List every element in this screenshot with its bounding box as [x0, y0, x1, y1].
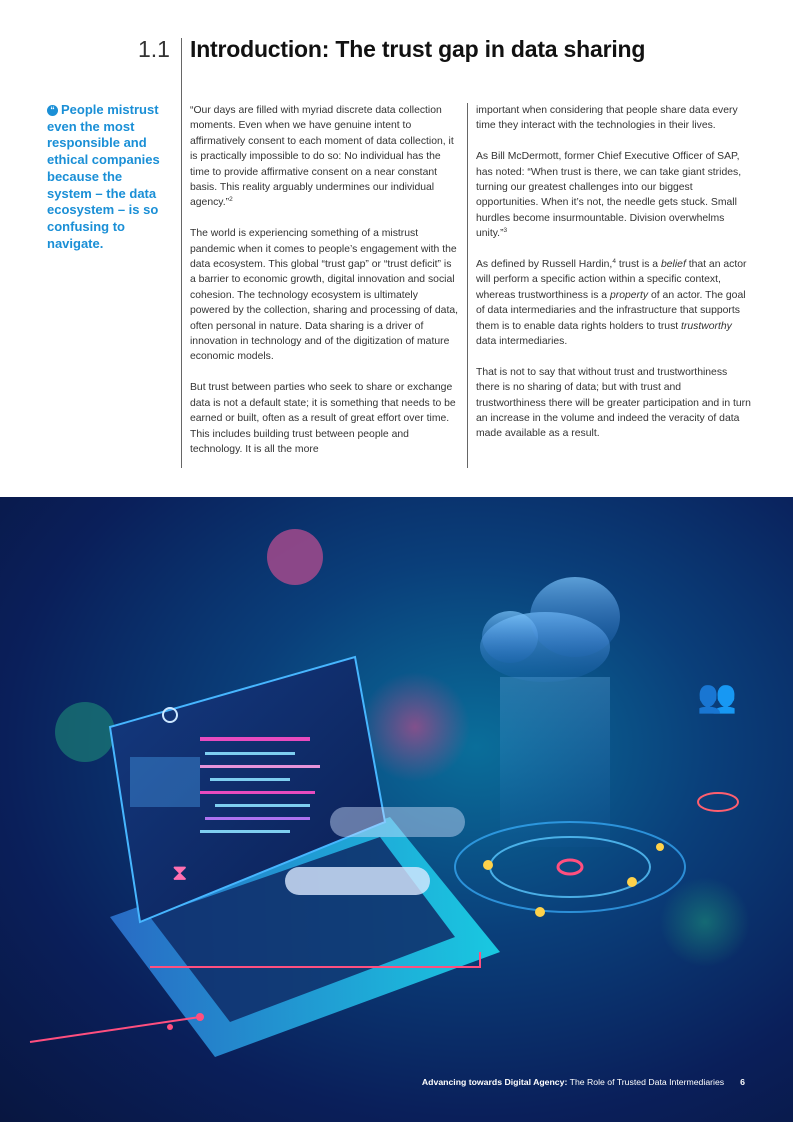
paragraph [190, 380, 458, 457]
decor-blob [267, 529, 323, 585]
decor-blob [660, 877, 750, 967]
glow-dot [167, 1024, 173, 1030]
paragraph-text: As Bill McDermott, former Chief Executive Officer of SAP, has noted: “When trust is there, we can take giant strides, turning our greatest challenges into our biggest opportunities. When it’s not, the needle gets stuck. Small hurdles become insurmountable. Division overwhelms unity.” [476, 151, 742, 240]
users-icon: 👥 [697, 677, 737, 715]
footnote-ref[interactable]: 4 [612, 258, 616, 266]
quote-icon: “ [47, 105, 58, 116]
paragraph-text: “Our days are filled with myriad discrete data collection moments. Even when we have genuine intent to affirmatively consent to each moment of data collection, it is practically impossible to do so: No individual has the time to provide affirmative consent on a near constant basis. This reality arguably undermines our individual agency.” [190, 105, 454, 209]
paragraph [476, 149, 751, 241]
hourglass-icon: ⧗ [172, 861, 188, 886]
pull-quote [47, 102, 169, 252]
decor-blob [360, 672, 470, 782]
laptop-cloud-illustration [0, 497, 793, 1122]
page-footer [422, 1077, 745, 1087]
footer-title-bold: Advancing towards Digital Agency: [421, 1077, 568, 1087]
body-column-1 [190, 103, 458, 473]
emphasis: property [609, 289, 649, 301]
connector-line [30, 1017, 200, 1042]
hero-illustration [0, 497, 793, 1122]
paragraph-text: The world is experiencing something of a mistrust pandemic when it comes to people’s engagement with the data ecosystem. This global “trust gap” or “trust deficit” is a barrier to economic growth, digital innovation and social cohesion. The technology ecosystem is ultimately powered by the collection, sharing and processing of data, often personal in nature. Data sharing is a driver of innovation in technology and of the digitization of mature economic models. [190, 228, 459, 363]
title-divider [181, 38, 182, 468]
floating-panel [285, 867, 430, 895]
paragraph [190, 226, 458, 365]
decor-blob [55, 702, 115, 762]
paragraph [476, 257, 751, 349]
text-run: of an actor. The goal of data intermediaries and the infrastructure that supports them is to enable data rights holders to trust [476, 289, 746, 332]
footnote-ref[interactable]: 3 [503, 227, 508, 235]
paragraph-text: But trust between parties who seek to share or exchange data is not a default state; it is something that needs to be earned or built, often as a result of great effort over time. This includes building trust between people and technology. It is all the more [190, 382, 456, 455]
paragraph [190, 103, 458, 211]
text-run: data intermediaries. [476, 336, 568, 348]
emphasis: trustworthy [681, 320, 732, 332]
target-ring [698, 793, 738, 811]
paragraph: important when considering that people share data every time they interact with the technologies in their lives. [476, 105, 738, 132]
pull-quote-text: People mistrust even the most responsible and ethical companies because the system – the data ecosystem – is so confusing to navigate. [47, 102, 160, 251]
text-run: As defined by Russell Hardin, [476, 259, 613, 271]
emphasis: belief [660, 259, 686, 271]
text-run: trust is a [615, 259, 661, 271]
cloud-server [480, 577, 620, 847]
floating-panel [130, 757, 200, 807]
column-divider [467, 103, 468, 468]
page-title: Introduction: The trust gap in data sharing [190, 36, 646, 62]
page-number: 6 [740, 1077, 745, 1087]
section-number: 1.1 [138, 36, 170, 62]
text-run: that an actor will perform a specific action within a specific context, whereas trustworthiness is a [476, 259, 747, 301]
body-column-2 [476, 103, 751, 457]
footnote-ref[interactable]: 2 [229, 196, 233, 204]
glow-dot [196, 1013, 204, 1021]
paragraph: That is not to say that without trust and trustworthiness there is no sharing of data; but with trust and trustworthiness there will be greater participation and in turn an increase in the volume and indeed the veracity of data made available as a result. [476, 366, 751, 440]
footer-title: The Role of Trusted Data Intermediaries [567, 1077, 725, 1087]
floating-panel [330, 807, 465, 837]
